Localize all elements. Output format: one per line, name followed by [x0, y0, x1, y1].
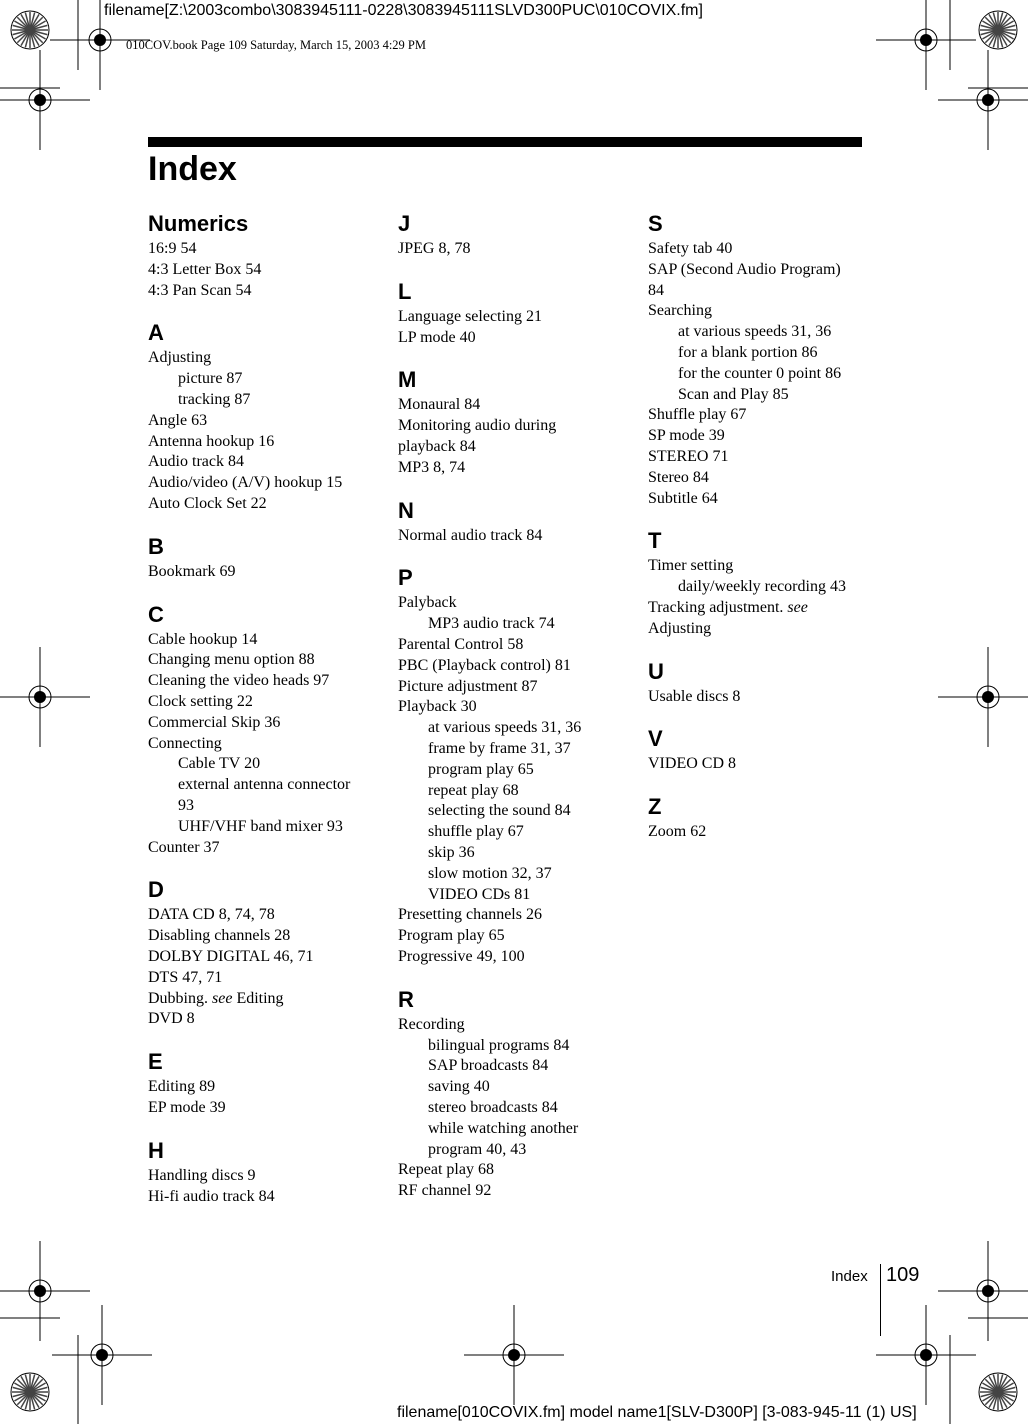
entry-text: Subtitle 64	[648, 489, 718, 507]
color-target-icon	[11, 1373, 49, 1411]
index-subentry	[398, 864, 616, 885]
page-title: Index	[148, 150, 237, 188]
index-entry	[648, 468, 860, 489]
index-entry	[398, 926, 616, 947]
index-subentry	[398, 614, 616, 635]
entry-text: 4:3 Pan Scan 54	[148, 281, 252, 299]
entry-text: Normal audio track 84	[398, 526, 543, 544]
index-entry	[398, 328, 616, 349]
section-heading: P	[398, 565, 413, 591]
index-subentry	[398, 1036, 616, 1057]
entry-text: skip 36	[428, 843, 475, 861]
index-entry	[648, 260, 860, 302]
index-column-1	[148, 208, 366, 1207]
entry-text: while watching another program 40, 43	[428, 1119, 579, 1158]
entry-text: LP mode 40	[398, 328, 476, 346]
index-section	[648, 656, 860, 708]
section-heading: E	[148, 1049, 163, 1075]
entry-text: MP3 audio track 74	[428, 615, 555, 633]
index-subentry	[398, 1056, 616, 1077]
see-target: Adjusting	[648, 619, 712, 637]
index-column-3	[648, 208, 860, 843]
index-entry	[648, 754, 860, 775]
title-bar	[148, 137, 862, 147]
index-subentry	[148, 390, 366, 411]
entry-text: Cable hookup 14	[148, 630, 258, 648]
entry-text: Program play 65	[398, 927, 505, 945]
index-entry	[148, 1077, 366, 1098]
index-entry	[648, 239, 860, 260]
index-section	[148, 317, 366, 514]
entry-text: slow motion 32, 37	[428, 864, 552, 882]
index-entry	[148, 671, 366, 692]
index-section	[398, 495, 616, 547]
index-entry	[148, 1098, 366, 1119]
index-entry	[648, 598, 860, 640]
section-heading: L	[398, 278, 412, 304]
index-entry	[398, 526, 616, 547]
index-entry	[398, 395, 616, 416]
entry-text: at various speeds 31, 36	[678, 323, 832, 341]
index-entry	[648, 556, 860, 577]
entry-text: Searching	[648, 302, 712, 320]
index-subentry	[148, 817, 366, 838]
entry-text: Tracking adjustment.	[648, 598, 788, 616]
registration-mark-icon	[52, 1305, 152, 1405]
entry-text: Cleaning the video heads 97	[148, 672, 330, 690]
entry-text: Commercial Skip 36	[148, 713, 281, 731]
section-heading: J	[398, 211, 411, 236]
index-subentry	[648, 385, 860, 406]
index-entry	[398, 239, 616, 260]
index-subentry	[148, 369, 366, 390]
index-entry	[398, 1015, 616, 1036]
entry-text: Shuffle play 67	[648, 406, 747, 424]
index-entry	[148, 989, 366, 1010]
section-heading: Z	[648, 794, 662, 820]
index-section	[148, 208, 366, 301]
entry-text: JPEG 8, 78	[398, 240, 471, 257]
index-entry	[398, 677, 616, 698]
index-entry	[148, 734, 366, 755]
index-entry	[148, 692, 366, 713]
entry-text: Safety tab 40	[648, 240, 733, 257]
entry-text: external antenna connector 93	[178, 776, 351, 814]
index-section	[148, 1046, 366, 1119]
entry-text: Auto Clock Set 22	[148, 494, 267, 512]
color-target-icon	[979, 11, 1017, 49]
index-subentry	[398, 718, 616, 739]
entry-text: Progressive 49, 100	[398, 947, 525, 965]
section-heading: N	[398, 497, 414, 523]
index-entry	[148, 452, 366, 473]
entry-text: VIDEO CD 8	[648, 755, 736, 773]
index-entry	[148, 281, 366, 302]
index-subentry	[398, 1098, 616, 1119]
section-heading: H	[148, 1137, 164, 1163]
entry-text: Audio track 84	[148, 453, 244, 471]
section-heading: M	[398, 367, 417, 393]
registration-mark-icon	[0, 647, 90, 747]
index-section	[148, 599, 366, 859]
index-column-2	[398, 208, 616, 1202]
entry-text: at various speeds 31, 36	[428, 719, 582, 737]
entry-text: Playback 30	[398, 698, 477, 716]
index-subentry	[398, 1119, 616, 1161]
index-section	[648, 723, 860, 775]
index-subentry	[398, 739, 616, 760]
entry-text: Language selecting 21	[398, 307, 542, 325]
index-section	[648, 791, 860, 843]
header-filename: filename[Z:\2003combo\3083945111-0228\3083945111SLVD300PUC\010COVIX.fm]	[104, 2, 703, 19]
see-target: Editing	[232, 989, 284, 1007]
entry-text: Dubbing.	[148, 989, 212, 1007]
entry-text: Hi-fi audio track 84	[148, 1187, 275, 1205]
entry-text: Zoom 62	[648, 823, 707, 841]
entry-text: tracking 87	[178, 390, 251, 408]
index-entry	[148, 348, 366, 369]
registration-mark-icon	[876, 1305, 976, 1405]
entry-text: Cable TV 20	[178, 755, 261, 773]
entry-text: Adjusting	[148, 349, 212, 367]
entry-text: daily/weekly recording 43	[678, 578, 846, 596]
entry-text: Scan and Play 85	[678, 385, 789, 403]
index-entry	[398, 905, 616, 926]
index-entry	[648, 301, 860, 322]
index-section	[398, 276, 616, 349]
registration-mark-icon	[876, 0, 976, 90]
entry-text: RF channel 92	[398, 1182, 492, 1200]
entry-text: EP mode 39	[148, 1098, 226, 1116]
footer-divider	[880, 1264, 881, 1336]
index-entry	[648, 822, 860, 843]
index-entry	[398, 1181, 616, 1202]
entry-text: Stereo 84	[648, 468, 709, 486]
index-entry	[398, 593, 616, 614]
entry-text: Antenna hookup 16	[148, 432, 275, 450]
section-heading: Numerics	[148, 211, 249, 236]
index-entry	[148, 947, 366, 968]
registration-mark-icon	[938, 647, 1028, 747]
index-entry	[148, 432, 366, 453]
page-number: 109	[886, 1264, 920, 1286]
index-entry	[148, 905, 366, 926]
index-entry	[148, 260, 366, 281]
index-entry	[398, 1160, 616, 1181]
entry-text: Timer setting	[648, 557, 734, 575]
entry-text: shuffle play 67	[428, 823, 524, 841]
section-heading: R	[398, 986, 414, 1012]
entry-text: PBC (Playback control) 81	[398, 656, 571, 674]
index-subentry	[148, 775, 366, 817]
index-entry	[648, 489, 860, 510]
entry-text: 4:3 Letter Box 54	[148, 260, 262, 278]
index-subentry	[398, 885, 616, 906]
color-target-icon	[11, 11, 49, 49]
registration-mark-icon	[0, 1241, 90, 1341]
index-section	[148, 531, 366, 583]
entry-text: Recording	[398, 1015, 465, 1033]
index-section	[398, 208, 616, 260]
index-entry	[148, 650, 366, 671]
section-heading: C	[148, 601, 164, 627]
index-section	[398, 984, 616, 1202]
index-entry	[148, 494, 366, 515]
index-entry	[148, 562, 366, 583]
index-subentry	[398, 760, 616, 781]
entry-text: Usable discs 8	[648, 687, 741, 705]
section-heading: U	[648, 658, 664, 684]
section-heading: D	[148, 877, 164, 903]
index-subentry	[148, 754, 366, 775]
index-entry	[148, 1166, 366, 1187]
entry-text: 16:9 54	[148, 240, 197, 257]
entry-text: saving 40	[428, 1078, 490, 1096]
index-subentry	[648, 343, 860, 364]
entry-text: DVD 8	[148, 1010, 195, 1028]
entry-text: picture 87	[178, 370, 243, 388]
index-section	[148, 874, 366, 1030]
index-subentry	[398, 801, 616, 822]
index-entry	[148, 838, 366, 859]
entry-text: STEREO 71	[648, 447, 729, 465]
section-heading: B	[148, 533, 164, 559]
entry-text: Handling discs 9	[148, 1166, 256, 1184]
section-heading: T	[648, 528, 662, 554]
index-section	[648, 208, 860, 509]
entry-text: SAP broadcasts 84	[428, 1057, 549, 1075]
entry-text: SP mode 39	[648, 427, 725, 445]
entry-text: Monaural 84	[398, 396, 481, 414]
index-entry	[148, 968, 366, 989]
entry-text: Counter 37	[148, 838, 220, 856]
index-subentry	[398, 1077, 616, 1098]
entry-text: for a blank portion 86	[678, 343, 818, 361]
entry-text: UHF/VHF band mixer 93	[178, 817, 343, 835]
index-entry	[148, 1009, 366, 1030]
index-section	[148, 1135, 366, 1208]
entry-text: Monitoring audio during playback 84	[398, 417, 557, 455]
see-reference: see	[787, 598, 808, 616]
entry-text: bilingual programs 84	[428, 1036, 570, 1054]
entry-text: Picture adjustment 87	[398, 677, 538, 695]
index-subentry	[648, 322, 860, 343]
entry-text: repeat play 68	[428, 781, 519, 799]
see-reference: see	[212, 989, 233, 1007]
index-section	[648, 525, 860, 639]
entry-text: MP3 8, 74	[398, 458, 466, 476]
entry-text: Clock setting 22	[148, 692, 253, 710]
entry-text: SAP (Second Audio Program) 84	[648, 260, 841, 299]
index-entry	[398, 635, 616, 656]
index-entry	[148, 411, 366, 432]
index-subentry	[398, 781, 616, 802]
entry-text: Presetting channels 26	[398, 906, 542, 924]
entry-text: for the counter 0 point 86	[678, 364, 842, 382]
entry-text: DATA CD 8, 74, 78	[148, 906, 275, 924]
entry-text: stereo broadcasts 84	[428, 1098, 558, 1116]
index-entry	[398, 947, 616, 968]
entry-text: DTS 47, 71	[148, 968, 223, 986]
index-subentry	[648, 364, 860, 385]
entry-text: Repeat play 68	[398, 1161, 494, 1179]
entry-text: frame by frame 31, 37	[428, 739, 571, 757]
index-entry	[148, 630, 366, 651]
entry-text: program play 65	[428, 760, 534, 778]
registration-mark-icon	[938, 50, 1028, 150]
entry-text: DOLBY DIGITAL 46, 71	[148, 947, 314, 965]
index-entry	[148, 926, 366, 947]
registration-mark-icon	[0, 50, 90, 150]
index-entry	[148, 713, 366, 734]
entry-text: Disabling channels 28	[148, 927, 291, 945]
section-heading: V	[648, 726, 663, 752]
entry-text: Bookmark 69	[148, 562, 236, 580]
index-entry	[398, 458, 616, 479]
entry-text: Parental Control 58	[398, 635, 524, 653]
index-entry	[148, 239, 366, 260]
index-subentry	[398, 822, 616, 843]
book-info-line: 010COV.book Page 109 Saturday, March 15, 2003 4:29 PM	[126, 38, 426, 52]
entry-text: Changing menu option 88	[148, 651, 315, 669]
index-subentry	[398, 843, 616, 864]
section-heading: A	[148, 320, 164, 346]
index-entry	[648, 447, 860, 468]
entry-text: Audio/video (A/V) hookup 15	[148, 474, 343, 492]
entry-text: selecting the sound 84	[428, 802, 571, 820]
index-entry	[148, 473, 366, 494]
index-section	[398, 562, 616, 967]
index-entry	[398, 307, 616, 328]
entry-text: VIDEO CDs 81	[428, 885, 531, 903]
entry-text: Palyback	[398, 594, 457, 612]
footer-filename: filename[010COVIX.fm] model name1[SLV-D300P] [3-083-945-11 (1) US]	[397, 1404, 917, 1421]
index-entry	[648, 426, 860, 447]
index-entry	[398, 697, 616, 718]
color-target-icon	[979, 1373, 1017, 1411]
entry-text: Angle 63	[148, 411, 208, 429]
section-heading: S	[648, 211, 663, 236]
entry-text: Connecting	[148, 734, 222, 752]
index-subentry	[648, 577, 860, 598]
entry-text: Editing 89	[148, 1078, 216, 1096]
footer-section-label: Index	[831, 1268, 868, 1285]
index-entry	[648, 687, 860, 708]
index-section	[398, 364, 616, 478]
index-entry	[398, 656, 616, 677]
index-entry	[148, 1187, 366, 1208]
index-entry	[398, 416, 616, 458]
index-entry	[648, 405, 860, 426]
registration-mark-icon	[938, 1241, 1028, 1341]
registration-mark-icon	[464, 1305, 564, 1405]
